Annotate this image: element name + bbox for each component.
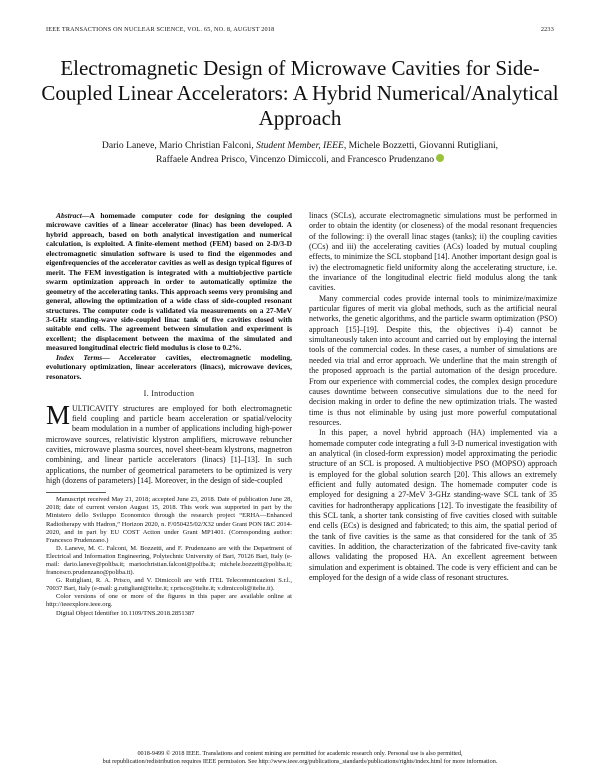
section-heading-introduction: I. Introduction [143,389,195,399]
copyright-line-1: 0018-9499 © 2018 IEEE. Translations and content mining are permitted for academic research only. Personal use is also permitted, [137,750,463,757]
footnote-doi: Digital Object Identifier 10.1109/TNS.2018.2851387 [56,609,195,617]
intro-first-word: ULTICAVITY [72,403,119,413]
abstract-label: Abstract [56,211,82,220]
footnote-affiliation-2: G. Rutigliani, R. A. Prisco, and V. Dimiccoli are with ITEL Telecomunicazioni S.r.l., 70037 Bari, Italy (e-mail: g.rutigliani@itelte.it; r.prisco@itelte.it; v.dimiccoli@itelte.it). [46,577,292,593]
footnote-affiliation-1: D. Laneve, M. C. Falconi, M. Bozzetti, and F. Prudenzano are with the Department of Electrical and Information Engineering, Polytechnic University of Bari, 70126 Bari, Italy (e-mail: dario.laneve@poliba.it; mariochristian.falconi@poliba.it; michele.bozzetti@poliba.it; francesco.prudenzano@poliba.it). [46,544,292,577]
ieee-member-grade: Student Member, IEEE [256,140,344,151]
author-list [40,139,560,167]
footnote-manuscript: Manuscript received May 21, 2018; accepted June 23, 2018. Date of publication June 28, 2018; date of current version August 15, 2018. This work was supported in part by the Ministero dello Sviluppo Economico through the research project “ERHA—Enhanced Radiotherapy with Hadron,” Horizon 2020, n. F/050425/02/X32 under Grant PON I&C 2014-2020, and in part by EU COST Action under Grant MP1401. (Corresponding author: Francesco Prudenzano.) [46,496,292,544]
right-column [309,211,557,583]
intro-text: structures are employed for both electromagnetic field coupling and particle beam acceleration or spatial/velocity beam modulation in a number of applications including high-power microwave sources, relativistic klystron amplifiers, microwave rebuncher cavities, microwave plasma sources, novel sheet-beam klystrons, magnetron combining, and linear particle accelerators (linacs) [1]–[13]. In such applications, the number of geometrical parameters to be optimized is very high (dozens of parameters) [14]. Moreover, in the design of side-coupled [46,403,292,485]
author-line-2: Raffaele Andrea Prisco, Vincenzo Dimiccoli, and Francesco Prudenzano [40,153,560,167]
author-line-1: Dario Laneve, Mario Christian Falconi, Student Member, IEEE, Michele Bozzetti, Giovanni Rutigliani, [101,140,499,151]
body-paragraph-2: Many commercial codes provide internal tools to minimize/maximize particular figures of merit via global methods, such as the artificial neural networks, the genetic algorithms, and the particle swarm optimization (PSO) approach [15]–[19]. Despite this, the objectives i)–4) cannot be simultaneously taken into account and carried out by employing the internal tools of the commercial codes. In these cases, a number of simulations are needed via trial and error approach. We underline that the main strength of the proposed approach is the partial automation of the design procedure. From our experience with commercial codes, the complex design procedure causes downtime between consecutive simulations due to the need for decision making in order to define the new optimization trials. The wasted time is thus not eliminable by using just more powerful computational resources. [309,293,557,427]
paper-title: Electromagnetic Design of Microwave Cavities for Side-Coupled Linear Accelerators: A Hybrid Numerical/Analytical Approach [41,56,559,130]
page-number: 2233 [540,26,554,33]
copyright-line-2: but republication/redistribution requires IEEE permission. See http://www.ieee.org/publications_standards/publications/rights/index.html for more information. [102,758,498,765]
index-terms-text: — Accelerator cavities, electromagnetic modeling, evolutionary optimization, linear accelerators (linacs), microwave devices, resonators. [46,352,292,381]
running-header [46,26,554,33]
journal-name: IEEE TRANSACTIONS ON NUCLEAR SCIENCE, VOL. 65, NO. 8, AUGUST 2018 [46,26,275,33]
abstract-text: —A homemade computer code for designing the coupled microwave cavities of a linear accelerator (linac) has been developed. A hybrid approach, based on both analytical investigation and numerical calculation, is exploited. A finite-element method (FEM) based on 2-D/3-D electromagnetic simulation software is used to find the eigenmodes and eigenfrequencies of the accelerator cavities as well as design typical figures of merit. The FEM investigation is integrated with a multiobjective particle swarm optimization approach in order to automatically optimize the geometry of the accelerating tanks. This approach seems very promising and general, allowing the optimization of a wide class of side-coupled resonant structures. The computer code is validated via measurements on a 27-MeV 3-GHz standing-wave side-coupled linac tank of five cavities closed with suitable end cells. The agreement between simulation and experiment is excellent; the displacement between the maxima of the simulated and measured longitudinal electric field modulus is close to 0.2%. [46,211,292,353]
body-paragraph-3: In this paper, a novel hybrid approach (HA) implemented via a homemade computer code integrating a full 3-D numerical investigation with an analytical (in closed-form expression) model approximating the periodic structure of an SCL is proposed. A multiobjective PSO (MOPSO) approach is employed for the global solution search [20]. This allows an extremely efficient and fully automated design. The homemade computer code is employed for designing a 27-MeV 3-GHz standing-wave SCL tank of 35 cavities for hadrontherapy applications [12]. To investigate the feasibility of this SCL tank, a shorter tank consisting of five cavities closed with suitable end cells (ECs) is designed and fabricated; to this aim, the spatial period of the tank of five cavities is the same as that considered for the tank of 35 cavities. In addition, the characterization of the fabricated five-cavity tank allows validating the proposed HA. An excellent agreement between simulation and experiment is obtained. The code is very efficient and can be employed for the design of a wide class of resonant structures. [309,428,557,583]
copyright-notice [46,750,554,766]
abstract [46,211,292,353]
body-paragraph-1: linacs (SCLs), accurate electromagnetic simulations must be performed in order to obtain the identity (or closeness) of the modal resonant frequencies of the following: i) the overall linac stages (tanks); ii) the coupling cavities (CCs) and iii) the accelerating cavities (ACs) loaded by mutual coupling effects, to minimize the SCL stopband [14]. Another important design goal is iv) the electromagnetic field uniformity along the accelerating structure, i.e. the invariance of the longitudinal electric field modulus along the tank cavities. [309,211,557,293]
left-column [46,211,292,618]
orcid-icon[interactable] [436,154,444,162]
index-terms-label: Index Terms [56,352,103,362]
footnote-color-versions: Color versions of one or more of the figures in this paper are available online at http://ieeexplore.ieee.org. [46,593,292,609]
footnote-rule [46,492,106,493]
intro-paragraph [46,399,292,487]
index-terms [46,353,292,381]
drop-cap: M [46,399,71,430]
